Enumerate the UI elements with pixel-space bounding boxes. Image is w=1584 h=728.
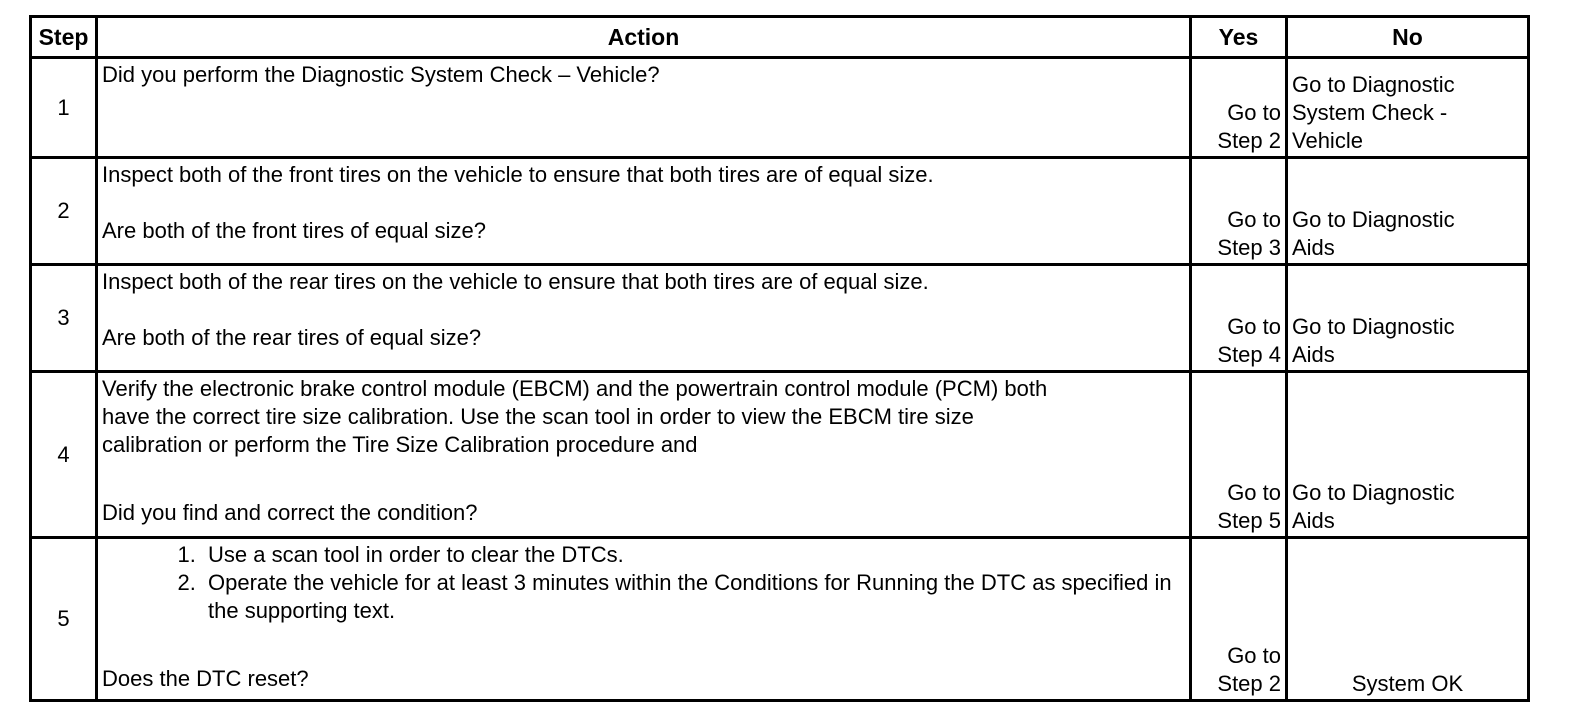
- table-row: [31, 158, 1529, 265]
- header-yes: Yes: [1191, 17, 1287, 58]
- no-text: Go to Diagnostic: [1292, 480, 1455, 505]
- list-item: 1. Use a scan tool in order to clear the DTCs.: [202, 541, 1185, 569]
- action-text: calibration or perform the Tire Size Calibration procedure and: [102, 432, 698, 457]
- yes-text: Go to: [1227, 643, 1281, 668]
- no-text: System Check -: [1292, 100, 1448, 125]
- action-question: Are both of the front tires of equal size?: [102, 218, 487, 243]
- step-number: 2: [31, 158, 97, 265]
- yes-cell: [1191, 158, 1287, 265]
- no-text: Aids: [1292, 235, 1335, 260]
- no-cell: [1287, 372, 1529, 538]
- no-cell: [1287, 265, 1529, 372]
- no-cell: [1287, 158, 1529, 265]
- no-text: System OK: [1351, 671, 1464, 696]
- action-text: have the correct tire size calibration. Use the scan tool in order to view the EBCM tire size: [102, 404, 974, 429]
- spacer: [102, 296, 1185, 324]
- no-text: Go to Diagnostic: [1292, 72, 1455, 97]
- action-text: Verify the electronic brake control module (EBCM) and the powertrain control module (PCM) both: [102, 376, 1048, 401]
- yes-text: Step 2: [1217, 128, 1281, 153]
- no-text: Go to Diagnostic: [1292, 207, 1455, 232]
- spacer: [102, 189, 1185, 217]
- yes-text: Step 2: [1217, 671, 1281, 696]
- table-row: [31, 58, 1529, 158]
- action-text: Inspect both of the front tires on the vehicle to ensure that both tires are of equal size.: [102, 162, 934, 187]
- yes-text: Go to: [1227, 480, 1281, 505]
- action-question: Did you find and correct the condition?: [102, 500, 478, 525]
- yes-cell: [1191, 265, 1287, 372]
- step-number: 5: [31, 538, 97, 701]
- action-cell: [97, 158, 1191, 265]
- action-cell: [97, 538, 1191, 701]
- yes-text: Go to: [1227, 207, 1281, 232]
- diagnostic-table: [29, 15, 1530, 702]
- table-header: [31, 17, 1529, 58]
- no-text: Vehicle: [1292, 128, 1363, 153]
- list-item: 2. Operate the vehicle for at least 3 minutes within the Conditions for Running the DTC as specified in the supporting text.: [202, 569, 1185, 625]
- table-row: [31, 265, 1529, 372]
- action-text: Did you perform the Diagnostic System Check – Vehicle?: [102, 62, 660, 87]
- no-text: Aids: [1292, 508, 1335, 533]
- action-question: Does the DTC reset?: [102, 666, 309, 691]
- yes-text: Go to: [1227, 314, 1281, 339]
- spacer: [102, 459, 1185, 499]
- step-number: 1: [31, 58, 97, 158]
- yes-text: Step 4: [1217, 342, 1281, 367]
- header-step: Step: [31, 17, 97, 58]
- action-cell: [97, 58, 1191, 158]
- no-text: Go to Diagnostic: [1292, 314, 1455, 339]
- table-row: [31, 372, 1529, 538]
- no-cell: [1287, 538, 1529, 701]
- procedure-list: [102, 541, 1185, 625]
- action-cell: [97, 265, 1191, 372]
- step-number: 4: [31, 372, 97, 538]
- no-cell: [1287, 58, 1529, 158]
- yes-text: Go to: [1227, 100, 1281, 125]
- spacer: [102, 625, 1185, 665]
- action-question: Are both of the rear tires of equal size?: [102, 325, 482, 350]
- action-cell: [97, 372, 1191, 538]
- yes-cell: [1191, 372, 1287, 538]
- header-no: No: [1287, 17, 1529, 58]
- step-number: 3: [31, 265, 97, 372]
- header-action: Action: [97, 17, 1191, 58]
- table-row: [31, 538, 1529, 701]
- yes-text: Step 5: [1217, 508, 1281, 533]
- yes-text: Step 3: [1217, 235, 1281, 260]
- yes-cell: [1191, 538, 1287, 701]
- diagnostic-table-container: [29, 15, 1527, 701]
- yes-cell: [1191, 58, 1287, 158]
- action-text: Inspect both of the rear tires on the vehicle to ensure that both tires are of equal size.: [102, 269, 929, 294]
- no-text: Aids: [1292, 342, 1335, 367]
